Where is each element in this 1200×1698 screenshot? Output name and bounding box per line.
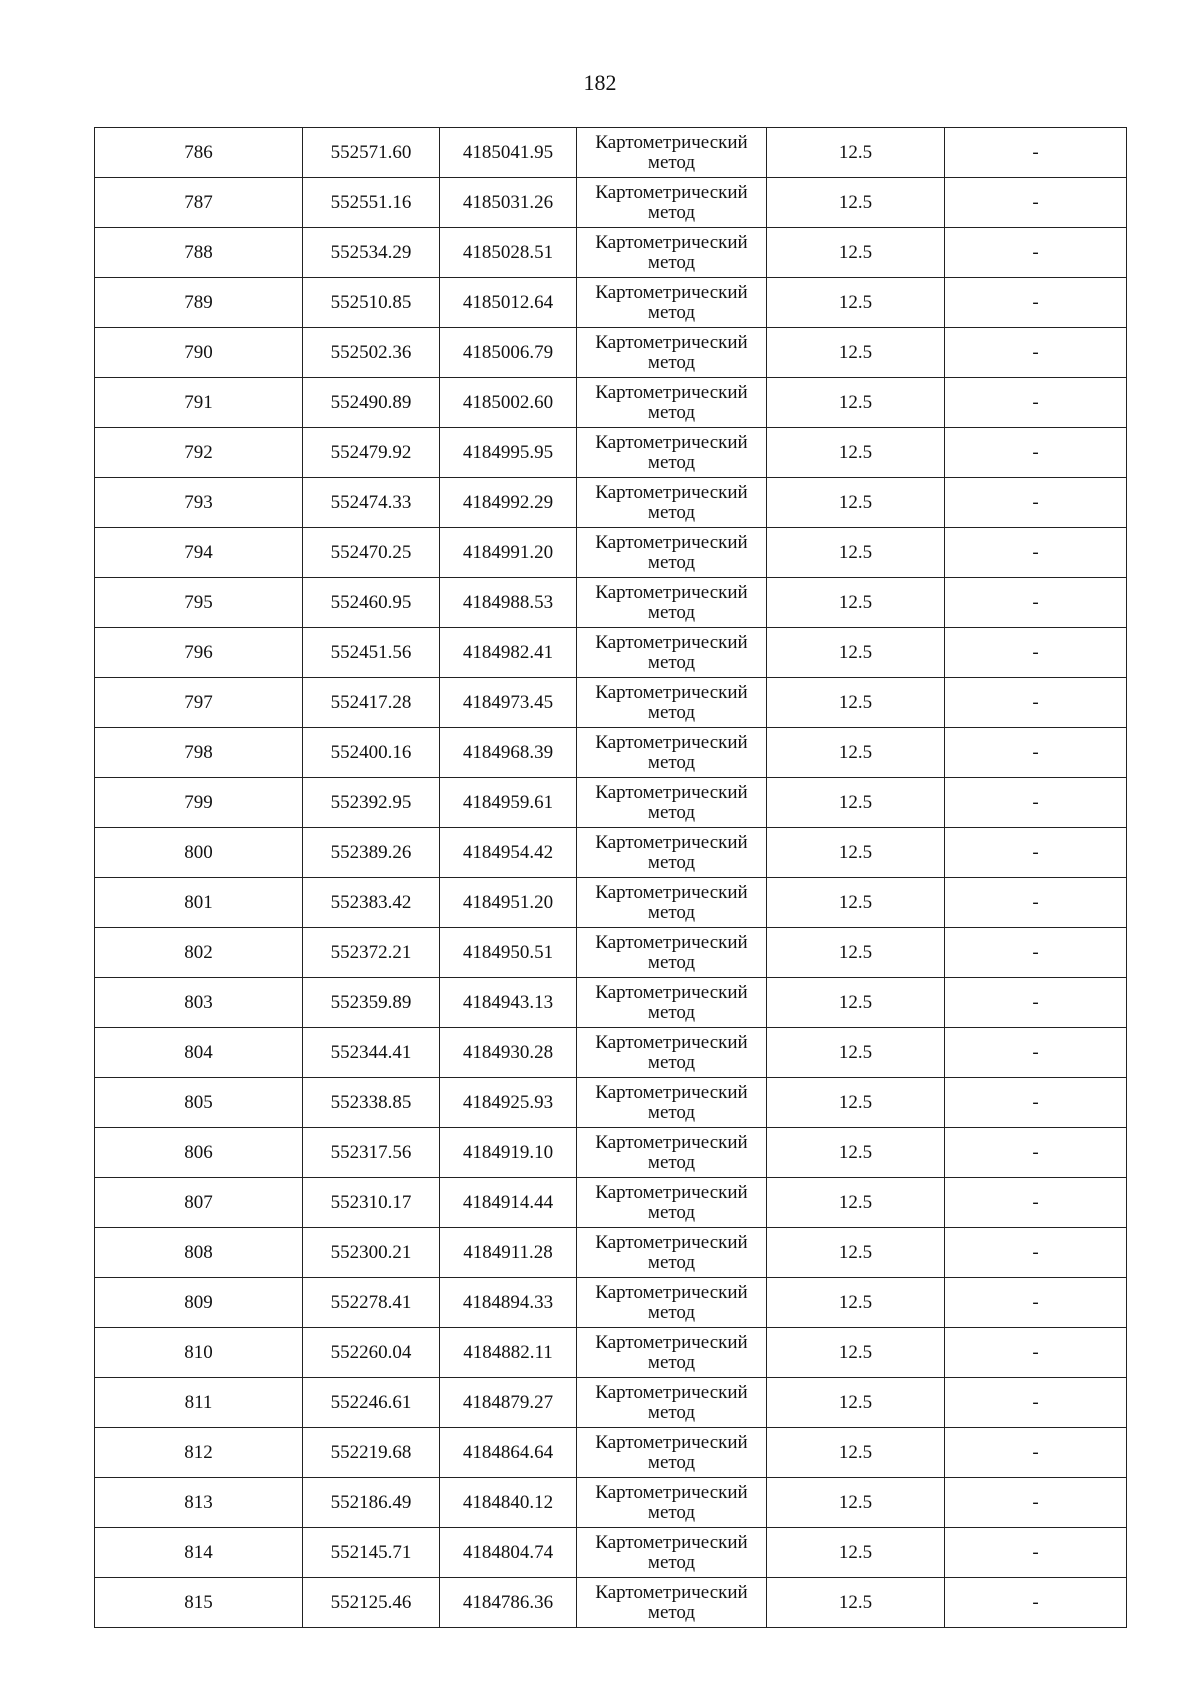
point-number-cell: 801 [95,878,303,928]
y-coordinate-cell: 4184930.28 [440,1028,577,1078]
description-cell: - [945,378,1127,428]
y-coordinate-cell: 4184973.45 [440,678,577,728]
table-row [95,678,1127,728]
point-number-cell: 811 [95,1378,303,1428]
method-cell [577,378,767,428]
table-row [95,1278,1127,1328]
table-row [95,928,1127,978]
method-line-2: метод [647,1201,696,1223]
x-coordinate-cell: 552246.61 [303,1378,440,1428]
method-line-1: Картометрический [595,381,748,403]
table-row [95,1178,1127,1228]
method-line-2: метод [647,301,696,323]
method-line-2: метод [647,1101,696,1123]
accuracy-cell: 12.5 [767,1278,945,1328]
description-cell: - [945,728,1127,778]
point-number-cell: 815 [95,1578,303,1628]
y-coordinate-cell: 4184804.74 [440,1528,577,1578]
description-cell: - [945,128,1127,178]
method-line-2: метод [647,551,696,573]
point-number-cell: 798 [95,728,303,778]
y-coordinate-cell: 4184882.11 [440,1328,577,1378]
table-row [95,278,1127,328]
description-cell: - [945,578,1127,628]
x-coordinate-cell: 552460.95 [303,578,440,628]
accuracy-cell: 12.5 [767,378,945,428]
accuracy-cell: 12.5 [767,1028,945,1078]
point-number-cell: 807 [95,1178,303,1228]
point-number-cell: 795 [95,578,303,628]
method-line-2: метод [647,1351,696,1373]
method-cell [577,478,767,528]
method-line-1: Картометрический [595,981,748,1003]
method-line-1: Картометрический [595,1081,748,1103]
y-coordinate-cell: 4184959.61 [440,778,577,828]
table-row [95,228,1127,278]
accuracy-cell: 12.5 [767,228,945,278]
x-coordinate-cell: 552317.56 [303,1128,440,1178]
accuracy-cell: 12.5 [767,178,945,228]
method-line-1: Картометрический [595,431,748,453]
method-line-2: метод [647,501,696,523]
method-line-1: Картометрический [595,1181,748,1203]
description-cell: - [945,1478,1127,1528]
method-line-2: метод [647,751,696,773]
table-row [95,1028,1127,1078]
y-coordinate-cell: 4184992.29 [440,478,577,528]
x-coordinate-cell: 552125.46 [303,1578,440,1628]
method-cell [577,778,767,828]
method-line-1: Картометрический [595,931,748,953]
method-cell [577,828,767,878]
method-line-1: Картометрический [595,781,748,803]
y-coordinate-cell: 4184879.27 [440,1378,577,1428]
y-coordinate-cell: 4184950.51 [440,928,577,978]
method-cell [577,1378,767,1428]
method-cell [577,278,767,328]
method-cell [577,128,767,178]
method-line-2: метод [647,1451,696,1473]
method-line-2: метод [647,151,696,173]
x-coordinate-cell: 552278.41 [303,1278,440,1328]
x-coordinate-cell: 552392.95 [303,778,440,828]
point-number-cell: 802 [95,928,303,978]
y-coordinate-cell: 4184954.42 [440,828,577,878]
method-line-1: Картометрический [595,881,748,903]
description-cell: - [945,278,1127,328]
y-coordinate-cell: 4184894.33 [440,1278,577,1328]
table-body [95,128,1127,1628]
accuracy-cell: 12.5 [767,1378,945,1428]
y-coordinate-cell: 4184968.39 [440,728,577,778]
method-cell [577,928,767,978]
point-number-cell: 791 [95,378,303,428]
accuracy-cell: 12.5 [767,428,945,478]
point-number-cell: 788 [95,228,303,278]
y-coordinate-cell: 4185041.95 [440,128,577,178]
accuracy-cell: 12.5 [767,928,945,978]
description-cell: - [945,1278,1127,1328]
method-cell [577,1178,767,1228]
table-row [95,378,1127,428]
accuracy-cell: 12.5 [767,678,945,728]
method-cell [577,1078,767,1128]
method-line-1: Картометрический [595,231,748,253]
method-cell [577,678,767,728]
point-number-cell: 790 [95,328,303,378]
method-line-2: метод [647,251,696,273]
method-cell [577,1128,767,1178]
method-cell [577,978,767,1028]
method-line-2: метод [647,851,696,873]
y-coordinate-cell: 4184864.64 [440,1428,577,1478]
method-line-2: метод [647,951,696,973]
method-line-1: Картометрический [595,1331,748,1353]
y-coordinate-cell: 4184982.41 [440,628,577,678]
method-line-1: Картометрический [595,1131,748,1153]
x-coordinate-cell: 552490.89 [303,378,440,428]
method-line-1: Картометрический [595,1281,748,1303]
table-row [95,1228,1127,1278]
method-cell [577,628,767,678]
method-cell [577,878,767,928]
accuracy-cell: 12.5 [767,728,945,778]
point-number-cell: 809 [95,1278,303,1328]
method-line-2: метод [647,1151,696,1173]
y-coordinate-cell: 4184911.28 [440,1228,577,1278]
table-row [95,1078,1127,1128]
accuracy-cell: 12.5 [767,1078,945,1128]
method-line-2: метод [647,801,696,823]
table-row [95,1328,1127,1378]
method-line-1: Картометрический [595,481,748,503]
y-coordinate-cell: 4184995.95 [440,428,577,478]
y-coordinate-cell: 4184786.36 [440,1578,577,1628]
method-line-1: Картометрический [595,581,748,603]
description-cell: - [945,1028,1127,1078]
description-cell: - [945,228,1127,278]
method-line-2: метод [647,1601,696,1623]
description-cell: - [945,878,1127,928]
y-coordinate-cell: 4184943.13 [440,978,577,1028]
method-line-2: метод [647,1001,696,1023]
table-row [95,428,1127,478]
method-line-1: Картометрический [595,531,748,553]
description-cell: - [945,628,1127,678]
description-cell: - [945,1528,1127,1578]
y-coordinate-cell: 4185012.64 [440,278,577,328]
x-coordinate-cell: 552400.16 [303,728,440,778]
accuracy-cell: 12.5 [767,878,945,928]
method-line-2: метод [647,901,696,923]
y-coordinate-cell: 4184840.12 [440,1478,577,1528]
x-coordinate-cell: 552260.04 [303,1328,440,1378]
y-coordinate-cell: 4185006.79 [440,328,577,378]
description-cell: - [945,1428,1127,1478]
y-coordinate-cell: 4185028.51 [440,228,577,278]
method-cell [577,328,767,378]
point-number-cell: 794 [95,528,303,578]
accuracy-cell: 12.5 [767,628,945,678]
method-cell [577,578,767,628]
x-coordinate-cell: 552510.85 [303,278,440,328]
method-line-1: Картометрический [595,131,748,153]
table-row [95,778,1127,828]
accuracy-cell: 12.5 [767,1178,945,1228]
x-coordinate-cell: 552372.21 [303,928,440,978]
description-cell: - [945,1228,1127,1278]
accuracy-cell: 12.5 [767,1128,945,1178]
description-cell: - [945,1378,1127,1428]
method-cell [577,1278,767,1328]
x-coordinate-cell: 552474.33 [303,478,440,528]
description-cell: - [945,1178,1127,1228]
method-line-2: метод [647,701,696,723]
table-row [95,1378,1127,1428]
x-coordinate-cell: 552310.17 [303,1178,440,1228]
description-cell: - [945,1128,1127,1178]
method-line-2: метод [647,201,696,223]
method-line-2: метод [647,1051,696,1073]
method-line-1: Картометрический [595,1381,748,1403]
accuracy-cell: 12.5 [767,828,945,878]
x-coordinate-cell: 552389.26 [303,828,440,878]
table-row [95,878,1127,928]
accuracy-cell: 12.5 [767,1578,945,1628]
table-row [95,328,1127,378]
x-coordinate-cell: 552479.92 [303,428,440,478]
x-coordinate-cell: 552534.29 [303,228,440,278]
point-number-cell: 808 [95,1228,303,1278]
description-cell: - [945,1328,1127,1378]
point-number-cell: 789 [95,278,303,328]
table-row [95,128,1127,178]
method-line-1: Картометрический [595,1531,748,1553]
point-number-cell: 813 [95,1478,303,1528]
description-cell: - [945,828,1127,878]
x-coordinate-cell: 552571.60 [303,128,440,178]
coordinates-table [94,127,1127,1628]
x-coordinate-cell: 552186.49 [303,1478,440,1528]
accuracy-cell: 12.5 [767,328,945,378]
method-line-2: метод [647,401,696,423]
method-cell [577,1028,767,1078]
description-cell: - [945,328,1127,378]
accuracy-cell: 12.5 [767,278,945,328]
accuracy-cell: 12.5 [767,528,945,578]
point-number-cell: 812 [95,1428,303,1478]
method-cell [577,1328,767,1378]
method-cell [577,728,767,778]
x-coordinate-cell: 552344.41 [303,1028,440,1078]
method-line-1: Картометрический [595,1231,748,1253]
x-coordinate-cell: 552470.25 [303,528,440,578]
method-line-1: Картометрический [595,631,748,653]
method-line-2: метод [647,651,696,673]
x-coordinate-cell: 552451.56 [303,628,440,678]
point-number-cell: 806 [95,1128,303,1178]
description-cell: - [945,478,1127,528]
point-number-cell: 805 [95,1078,303,1128]
point-number-cell: 804 [95,1028,303,1078]
point-number-cell: 800 [95,828,303,878]
description-cell: - [945,178,1127,228]
point-number-cell: 803 [95,978,303,1028]
point-number-cell: 810 [95,1328,303,1378]
x-coordinate-cell: 552502.36 [303,328,440,378]
point-number-cell: 814 [95,1528,303,1578]
table-row [95,1128,1127,1178]
table-row [95,978,1127,1028]
description-cell: - [945,428,1127,478]
method-cell [577,178,767,228]
method-cell [577,1578,767,1628]
method-line-2: метод [647,1251,696,1273]
y-coordinate-cell: 4185002.60 [440,378,577,428]
table-row [95,1478,1127,1528]
table-row [95,728,1127,778]
method-cell [577,528,767,578]
method-cell [577,428,767,478]
table-row [95,1528,1127,1578]
x-coordinate-cell: 552300.21 [303,1228,440,1278]
method-line-2: метод [647,1551,696,1573]
method-line-2: метод [647,351,696,373]
y-coordinate-cell: 4184925.93 [440,1078,577,1128]
method-line-2: метод [647,1301,696,1323]
x-coordinate-cell: 552383.42 [303,878,440,928]
x-coordinate-cell: 552338.85 [303,1078,440,1128]
y-coordinate-cell: 4184919.10 [440,1128,577,1178]
description-cell: - [945,1578,1127,1628]
method-line-1: Картометрический [595,1481,748,1503]
x-coordinate-cell: 552145.71 [303,1528,440,1578]
accuracy-cell: 12.5 [767,578,945,628]
point-number-cell: 799 [95,778,303,828]
description-cell: - [945,978,1127,1028]
y-coordinate-cell: 4184988.53 [440,578,577,628]
point-number-cell: 787 [95,178,303,228]
method-line-1: Картометрический [595,331,748,353]
x-coordinate-cell: 552551.16 [303,178,440,228]
description-cell: - [945,528,1127,578]
accuracy-cell: 12.5 [767,1478,945,1528]
y-coordinate-cell: 4184991.20 [440,528,577,578]
y-coordinate-cell: 4185031.26 [440,178,577,228]
point-number-cell: 797 [95,678,303,728]
description-cell: - [945,678,1127,728]
accuracy-cell: 12.5 [767,1228,945,1278]
table-row [95,628,1127,678]
table-row [95,478,1127,528]
method-line-1: Картометрический [595,1431,748,1453]
method-line-2: метод [647,601,696,623]
accuracy-cell: 12.5 [767,128,945,178]
description-cell: - [945,1078,1127,1128]
accuracy-cell: 12.5 [767,478,945,528]
method-line-1: Картометрический [595,1581,748,1603]
accuracy-cell: 12.5 [767,1528,945,1578]
point-number-cell: 796 [95,628,303,678]
point-number-cell: 786 [95,128,303,178]
table-row [95,1578,1127,1628]
method-cell [577,1528,767,1578]
accuracy-cell: 12.5 [767,978,945,1028]
x-coordinate-cell: 552219.68 [303,1428,440,1478]
table-row [95,578,1127,628]
method-line-2: метод [647,451,696,473]
table-row [95,828,1127,878]
table-row [95,528,1127,578]
y-coordinate-cell: 4184914.44 [440,1178,577,1228]
method-line-1: Картометрический [595,181,748,203]
method-line-1: Картометрический [595,281,748,303]
method-line-1: Картометрический [595,681,748,703]
table-row [95,1428,1127,1478]
point-number-cell: 792 [95,428,303,478]
table-row [95,178,1127,228]
point-number-cell: 793 [95,478,303,528]
x-coordinate-cell: 552359.89 [303,978,440,1028]
description-cell: - [945,778,1127,828]
y-coordinate-cell: 4184951.20 [440,878,577,928]
method-cell [577,228,767,278]
method-line-1: Картометрический [595,831,748,853]
method-cell [577,1428,767,1478]
method-line-1: Картометрический [595,731,748,753]
x-coordinate-cell: 552417.28 [303,678,440,728]
method-cell [577,1478,767,1528]
description-cell: - [945,928,1127,978]
accuracy-cell: 12.5 [767,1328,945,1378]
accuracy-cell: 12.5 [767,1428,945,1478]
accuracy-cell: 12.5 [767,778,945,828]
page-number: 182 [583,70,617,95]
method-line-2: метод [647,1501,696,1523]
method-cell [577,1228,767,1278]
method-line-1: Картометрический [595,1031,748,1053]
method-line-2: метод [647,1401,696,1423]
